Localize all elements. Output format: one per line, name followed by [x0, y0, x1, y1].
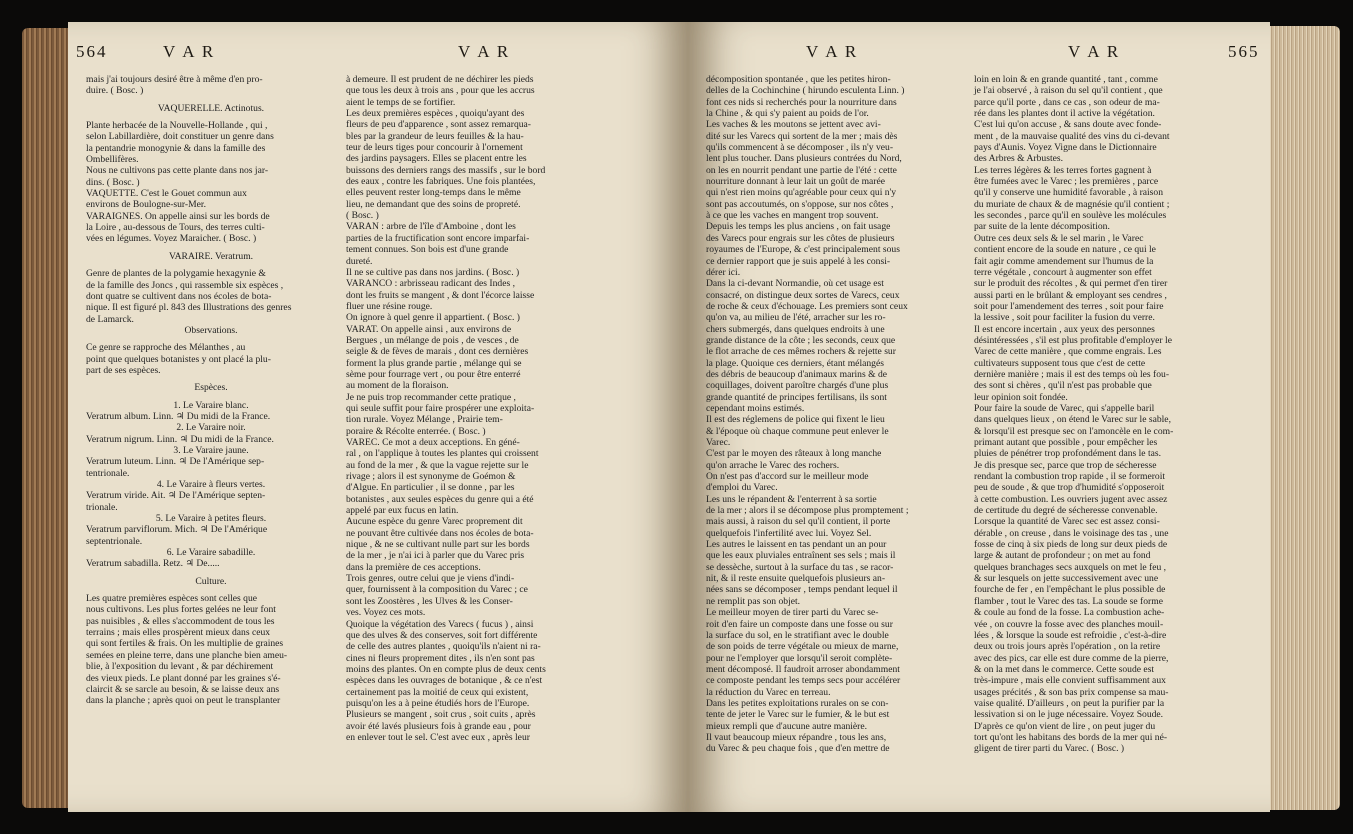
text-line: quelques branchages secs auxquels on met le feu , — [974, 561, 1167, 573]
text-line: 4. Le Varaire à fleurs vertes. — [156, 479, 266, 490]
text-line: Bergues , un mélange de pois , de vesces , de — [346, 334, 519, 346]
text-line: d'emploi du Varec. — [706, 482, 778, 494]
text-line: Il est encore incertain , aux yeux des personnes — [974, 323, 1155, 335]
text-line: soit pour l'amendement des terres , soit pour faire — [974, 300, 1164, 312]
text-line: pour ne l'employer que lorsqu'il seroit complète- — [706, 652, 893, 664]
text-line: dureté. — [346, 255, 373, 267]
text-line: mieux rempli que d'aucune autre manière. — [706, 720, 868, 732]
running-head-right-col1: V A R — [806, 42, 859, 61]
text-line: avoir été lavés plusieurs fois à grande eau , pour — [346, 720, 531, 732]
text-line: terrains ; mais elles prospèrent mieux dans ceux — [86, 627, 271, 639]
text-line: & sur lesquels on jette successivement avec une — [974, 573, 1159, 585]
text-line: ne remplit pas son objet. — [706, 595, 801, 607]
text-line: appelé par eux fucus en latin. — [346, 505, 459, 517]
text-line: pays d'Aunis. Voyez Vigne dans le Dictionnaire — [974, 142, 1157, 154]
text-line: VAREC. Ce mot a deux acceptions. En géné- — [346, 437, 520, 448]
text-line: delles de la Cochinchine ( hirundo esculenta Linn. ) — [706, 85, 905, 97]
text-line: C'est par le moyen des râteaux à long manche — [706, 448, 882, 460]
text-line: nit, & il reste ensuite quelquefois plusieurs an- — [706, 573, 886, 585]
text-line: VARANCO : arbrisseau radicant des Indes , — [346, 278, 516, 290]
text-line: moins des plantes. On en compte plus de deux cents — [346, 663, 546, 675]
text-line: trionale. — [86, 501, 118, 513]
text-line: de certitude du degré de sécheresse convenable. — [974, 505, 1158, 517]
text-line: gligent de tirer parti du Varec. ( Bosc. ) — [974, 743, 1125, 755]
text-line: Il ne se cultive pas dans nos jardins. ( Bosc. ) — [346, 266, 520, 278]
text-line: sur le produit des récoltes , & qui permet d'en tirer — [974, 278, 1168, 290]
text-line: cines ni fleurs proprement dites , ils n'en sont pas — [346, 652, 535, 664]
text-line: par suite de la lente décomposition. — [974, 221, 1110, 233]
text-line: Depuis les temps les plus anciens , on fait usage — [706, 221, 891, 233]
text-line: 1. Le Varaire blanc. — [173, 399, 249, 411]
right-page-edges — [1268, 26, 1340, 810]
text-line: quelquefois l'infertilité avec lui. Voyez Sel. — [706, 527, 872, 539]
text-line: septentrionale. — [86, 535, 143, 547]
text-line: Varec de cette manière , que comme engrais. Les — [974, 346, 1162, 358]
text-line: du Varec & peu chaque fois , que d'en mettre de — [706, 743, 890, 755]
text-line: Quoique la végétation des Varecs ( fucus ) , ainsi — [346, 618, 534, 630]
text-line: des Arbres & Arbustes. — [974, 153, 1063, 165]
text-line: la Chine , & qui s'y paient au poids de l'or. — [706, 108, 869, 120]
text-line: buissons des derniers rangs des massifs , sur le bord — [346, 164, 546, 176]
text-line: nique , & ne se cultivant nulle part sur les bords — [346, 539, 530, 551]
text-line: Lorsque la quantité de Varec sec est assez consi- — [974, 516, 1160, 528]
text-line: chers submergés, dans quelques endroits à une — [706, 323, 885, 335]
text-line: VARAIRE. Veratrum. — [168, 250, 254, 262]
text-line: rée dans les plantes dont il active la végétation. — [974, 108, 1155, 120]
text-line: qui seule suffit pour faire prospérer une exploita- — [346, 402, 535, 414]
text-line: ce composte pendant les temps secs pour accélérer — [706, 675, 901, 687]
text-line: flamber , tout le Varec des tas. La soude se forme — [974, 595, 1163, 607]
running-head-left-col2: V A R — [458, 42, 511, 61]
text-line: en enlever tout le sel. C'est avec eux , après leur — [346, 731, 530, 743]
text-line: qu'on va, au milieu de l'été, arracher sur les ro- — [706, 312, 886, 324]
text-line: C'est lui qu'on accuse , & sans doute avec fonde- — [974, 119, 1162, 131]
text-line: terre végétale , concourt à augmenter son effet — [974, 266, 1152, 278]
running-head-left-col1: V A R — [163, 42, 216, 61]
text-line: ne pouvant être cultivée dans nos écoles de bota- — [346, 527, 534, 539]
text-line: de roche & ceux d'échouage. Les premiers sont ceux — [706, 300, 908, 312]
text-line: rendant la combustion trop rapide , il se formeroit — [974, 471, 1166, 483]
text-line: vées en légumes. Voyez Maraicher. ( Bosc. ) — [86, 233, 257, 245]
text-line: 2. Le Varaire noir. — [176, 422, 246, 434]
text-line: que les eaux pluviales entraînent ses sels ; mais il — [706, 550, 896, 562]
text-line: fait agir comme amendement sur l'humus de la — [974, 255, 1154, 267]
text-line: dans la planche ; après quoi on peut le transplanter — [86, 695, 281, 707]
text-line: Dans la ci-devant Normandie, où cet usage est — [706, 278, 884, 290]
text-line: Veratrum album. Linn. ♃ Du midi de la France. — [86, 410, 271, 422]
text-line: Les vaches & les moutons se jettent avec avi- — [706, 119, 881, 131]
text-line: au moment de la floraison. — [346, 380, 449, 392]
text-line: Je dis presque sec, parce que trop de sécheresse — [974, 459, 1157, 471]
text-line: sont les Zoostères , les Ulves & les Conser- — [346, 595, 513, 607]
text-line: Dans les petites exploitations rurales on se con- — [706, 697, 889, 709]
text-line: lent plus toucher. Dans plusieurs contrées du Nord, — [706, 153, 902, 165]
text-line: dité sur les Varecs qui sortent de la mer ; mais dès — [706, 130, 898, 142]
text-line: la Loire , au-dessous de Tours, des terres culti- — [86, 222, 265, 234]
text-line: On ignore à quel genre il appartient. ( Bosc. ) — [346, 312, 520, 324]
text-line: décomposition spontanée , que les petites hiron- — [706, 74, 891, 85]
text-line: Ombellifères. — [86, 154, 139, 166]
text-line: Veratrum luteum. Linn. ♃ De l'Amérique sep- — [86, 456, 265, 468]
text-line: Outre ces deux sels & le sel marin , le Varec — [974, 232, 1144, 244]
page-number-right: 565 — [1228, 42, 1260, 61]
text-line: Aucune espèce du genre Varec proprement dit — [346, 516, 523, 528]
text-line: nées sans se décomposer , temps pendant lequel il — [706, 584, 898, 596]
text-line: primant autant que possible , pour empêcher les — [974, 437, 1158, 448]
text-line: dérer ici. — [706, 266, 741, 278]
text-line: de celle des autres plantes , quoiqu'ils n'aient ni ra- — [346, 641, 541, 653]
text-line: je l'ai observé , à raison du sel qu'il contient , que — [974, 85, 1163, 97]
text-line: des Varecs pour engrais sur les côtes de plusieurs — [706, 232, 895, 244]
text-line: bles par la grandeur de leurs feuilles & la hau- — [346, 130, 524, 142]
text-line: 6. Le Varaire sabadille. — [166, 547, 256, 559]
text-line: espèces dans les ouvrages de botanique , & ce n'est — [346, 675, 543, 687]
text-line: sème pour fourrage vert , ou pour être enterré — [346, 368, 521, 380]
text-line: de la mer ; alors il se décompose plus promptement ; — [706, 505, 909, 517]
text-line: dans la première de ces acceptions. — [346, 561, 481, 573]
text-line: lessivation si on le juge nécessaire. Voyez Soude. — [974, 709, 1164, 721]
text-line: tion rurale. Voyez Mélange , Prairie tem- — [346, 414, 503, 426]
text-line: fleurs de peu d'apparence , sont assez remarqua- — [346, 119, 531, 131]
text-line: le flot arrache de ces mêmes rochers & rejette sur — [706, 346, 896, 358]
text-line: on les en nourrit pendant une partie de l'été : cette — [706, 164, 897, 176]
text-line: Le meilleur moyen de tirer parti du Varec se- — [706, 607, 879, 619]
text-line: aussi parti en le brûlant & employant ses cendres , — [974, 289, 1167, 301]
text-line: & l'époque où chaque commune peut enlever le — [706, 425, 889, 437]
text-line: des jardins paysagers. Elles se placent entre les — [346, 153, 527, 165]
text-line: royaumes de l'Europe, & c'est principalement sous — [706, 244, 900, 256]
text-line: Les terres légères & les terres fortes gagnent à — [974, 164, 1152, 176]
text-line: Je ne puis trop recommander cette pratique , — [346, 391, 516, 403]
text-line: part de ses espèces. — [86, 364, 161, 376]
text-line: cependant moins estimés. — [706, 402, 805, 414]
text-line: rivage ; alors il est synonyme de Goémon & — [346, 471, 516, 483]
text-line: nourriture donnant à leur lait un goût de marée — [706, 176, 886, 188]
text-line: dernière manière ; mais il est des temps où les fou- — [974, 368, 1170, 380]
right-page — [688, 22, 1270, 812]
text-line: de la famille des Joncs , qui rassemble six espèces , — [86, 279, 284, 291]
text-line: vée , on couvre la fosse avec des planches mouil- — [974, 618, 1164, 630]
text-line: coquillages, doivent paroître chargés d'une plus — [706, 380, 889, 392]
text-line: dans quelques lieux , on étend le Varec sur le sable, — [974, 414, 1171, 426]
text-line: botanistes , aux seules espèces du genre qui a été — [346, 493, 534, 505]
text-line: Espèces. — [194, 382, 228, 394]
text-line: des sont si chères , qu'il n'est pas probable que — [974, 380, 1152, 392]
text-line: du muriate de chaux & de magnésie qu'il contient ; — [974, 198, 1170, 210]
text-line: fosse de cinq à six pieds de long sur deux pieds de — [974, 539, 1168, 551]
text-line: la pentandrie monogynie & dans la famille des — [86, 142, 266, 154]
text-line: qui n'est rien moins qu'agréable pour ceux qui n'y — [706, 187, 897, 199]
text-line: elles peuvent rester long-temps dans le même — [346, 187, 521, 199]
text-line: la surface du sol, en le stratifiant avec le double — [706, 629, 889, 641]
text-line: aient le temps de se fortifier. — [346, 96, 456, 108]
text-line: & lorsqu'il est presque sec on l'amoncèle en le com- — [974, 425, 1174, 437]
text-line: ( Bosc. ) — [346, 210, 379, 222]
text-line: lées , & lorsque la soude est refroidie , c'est-à-dire — [974, 629, 1167, 641]
text-line: Les autres le laissent en tas pendant un an pour — [706, 539, 887, 551]
text-line: consacré, on distingue deux sortes de Varecs, ceux — [706, 289, 900, 301]
text-line: leur opinion soit fondée. — [974, 391, 1068, 403]
text-line: tement connues. Son bois est d'une grande — [346, 244, 509, 256]
text-line: qu'on arrache le Varec des rochers. — [706, 459, 840, 471]
text-line: parties de la fructification sont encore imparfai- — [346, 232, 530, 244]
text-line: poraire & Récolte enterrée. ( Bosc. ) — [346, 425, 486, 437]
text-line: Veratrum parviflorum. Mich. ♃ De l'Amérique — [86, 524, 268, 536]
text-line: Les quatre premières espèces sont celles que — [86, 593, 258, 605]
text-line: pas nuisibles , & elles s'accommodent de tous les — [86, 615, 275, 627]
text-line: environs de Boulogne-sur-Mer. — [86, 199, 206, 211]
text-line: Les deux premières espèces , quoiqu'ayant des — [346, 108, 525, 120]
text-line: Nous ne cultivons pas cette plante dans nos jar- — [86, 165, 269, 177]
text-line: à demeure. Il est prudent de ne déchirer les pieds — [346, 74, 534, 85]
right-page-column-2 — [974, 74, 1224, 755]
text-line: être fumées avec le Varec ; les premières , parce — [974, 176, 1159, 188]
text-line: Il est des réglemens de police qui fixent le lieu — [706, 414, 885, 426]
text-line: mais j'ai toujours desiré être à même d'en pro- — [86, 74, 263, 85]
text-line: grande distance de la côte ; les seconds, ceux que — [706, 334, 896, 346]
text-line: lieu, ne demandant que des soins de propreté. — [346, 198, 521, 210]
text-line: teur de leurs tiges pour concourir à l'ornement — [346, 142, 523, 154]
text-line: désintéressées , s'il est plus profitable d'employer le — [974, 334, 1172, 346]
right-page-column-1 — [706, 74, 956, 755]
text-line: la plage. Quoique ces derniers, étant mélangés — [706, 357, 884, 369]
text-line: d'Algue. En particulier , il se donne , par les — [346, 482, 515, 494]
text-line: point que quelques botanistes y ont placé la plu- — [86, 353, 271, 365]
text-line: Veratrum sabadilla. Retz. ♃ De..... — [86, 558, 220, 570]
text-line: que des ulves & des conserves, soit fort différente — [346, 629, 538, 641]
text-line: VARAT. On appelle ainsi , aux environs de — [346, 323, 512, 335]
text-line: sont pas accoutumés, on s'oppose, sur nos côtes , — [706, 198, 894, 210]
text-line: quer, fournissent à la composition du Varec ; ce — [346, 584, 528, 596]
text-line: de son poids de terre végétale ou mieux de marne, — [706, 641, 899, 653]
text-line: puisqu'on les a à peine étudiés hors de l'Europe. — [346, 697, 530, 709]
text-line: dérable , on creuse , dans le voisinage des tas , une — [974, 527, 1169, 539]
text-line: Trois genres, outre celui que je viens d'indi- — [346, 573, 515, 585]
text-line: qu'il y conserve une humidité favorable , à raison — [974, 187, 1164, 199]
text-line: mais aussi, à raison du sel qu'il contient, il porte — [706, 516, 891, 528]
left-page-edges — [22, 28, 68, 808]
text-line: large & autant de profondeur ; on met au fond — [974, 550, 1151, 562]
text-line: contient encore de la soude en nature , ce qui le — [974, 244, 1156, 256]
text-line: parce qu'il porte , dans ce cas , son odeur de ma- — [974, 96, 1160, 108]
text-line: vaise qualité. D'ailleurs , on peut la purifier par la — [974, 697, 1165, 709]
text-line: tentrionale. — [86, 467, 130, 479]
text-line: à ce que les vaches en mangent trop souvent. — [706, 210, 879, 222]
text-line: Plusieurs se mangent , soit crus , soit cuits , après — [346, 709, 536, 721]
text-line: font ces nids si recherchés pour la nourriture dans — [706, 96, 897, 108]
text-line: VARAN : arbre de l'île d'Amboine , dont les — [346, 221, 516, 233]
text-line: que tous les deux à trois ans , pour que les accrus — [346, 85, 535, 97]
text-line: Il vaut beaucoup mieux répandre , tous les ans, — [706, 731, 887, 743]
text-line: la lessive , soit pour faciliter la fusion du verre. — [974, 312, 1155, 324]
text-line: ral , on l'applique à toutes les plantes qui croissent — [346, 448, 539, 460]
text-line: à cette combustion. Les ouvriers jugent avec assez — [974, 493, 1168, 505]
text-line: VAQUETTE. C'est le Gouet commun aux — [86, 188, 247, 200]
text-line: qu'ils commencent à se décomposer , ils n'y veu- — [706, 142, 894, 154]
text-line: Ce genre se rapproche des Mélanthes , au — [86, 342, 246, 354]
text-line: forment la plus grande partie , mélange qui se — [346, 357, 522, 369]
text-line: loin en loin & en grande quantité , tant , comme — [974, 74, 1158, 85]
text-line: D'après ce qu'on vient de lire , on peut juger du — [974, 720, 1156, 732]
text-line: usages précités , & son bas prix compense sa mau- — [974, 686, 1169, 698]
text-line: tente de jeter le Varec sur le fumier, & le but est — [706, 709, 890, 721]
text-line: pluies de pénétrer trop profondément dans le tas. — [974, 448, 1162, 460]
text-line: très-impure , mais elle convient suffisamment aux — [974, 675, 1166, 687]
text-line: VAQUERELLE. Actinotus. — [157, 102, 265, 114]
text-line: avec des pics, car elle est dure comme de la pierre, — [974, 652, 1169, 664]
text-line: Pour faire la soude de Varec, qui s'appelle baril — [974, 402, 1155, 414]
text-line: ment décomposé. Il faudroit arroser abondamment — [706, 663, 900, 675]
text-line: ment , de la mauvaise qualité des vins du ci-devant — [974, 130, 1170, 142]
text-line: se dessèche, surtout à la surface du tas , se racor- — [706, 561, 894, 573]
text-line: des débris de beaucoup d'animaux marins & de — [706, 368, 888, 380]
text-line: Veratrum nigrum. Linn. ♃ Du midi de la France. — [86, 433, 274, 445]
running-head-right-col2: V A R — [1068, 42, 1121, 61]
text-line: Genre de plantes de la polygamie hexagynie & — [86, 268, 266, 280]
text-line: duire. ( Bosc. ) — [86, 85, 144, 97]
text-line: Plante herbacée de la Nouvelle-Hollande , qui , — [86, 120, 268, 132]
text-line: cultivateurs supposent tous que c'est de cette — [974, 357, 1146, 369]
left-page-column-1 — [86, 74, 336, 707]
text-line: claircit & se sarcle au besoin, & se laisse deux ans — [86, 683, 280, 695]
text-line: dins. ( Bosc. ) — [86, 176, 140, 188]
text-line: Varec. — [706, 437, 731, 448]
text-line: On n'est pas d'accord sur le meilleur mode — [706, 471, 869, 483]
text-line: blie, à l'exposition du levant , & par déchirement — [86, 661, 274, 673]
text-line: des vieux pieds. Le plant donné par les graines s'é- — [86, 672, 281, 684]
text-line: les secondes , parce qu'il en soulève les molécules — [974, 210, 1167, 222]
text-line: de Lamarck. — [86, 313, 134, 325]
text-line: Observations. — [184, 324, 238, 336]
left-page — [68, 22, 688, 812]
text-line: deux ou trois jours après l'opération , on la retire — [974, 641, 1161, 653]
text-line: qui sont fertiles & frais. On les multiplie de graines — [86, 638, 284, 650]
left-page-column-2 — [346, 74, 596, 743]
text-line: fourche de fer , en l'empêchant le plus possible de — [974, 584, 1166, 596]
text-line: semées en pleine terre, dans une planche bien ameu- — [86, 649, 288, 661]
text-line: 5. Le Varaire à petites fleurs. — [155, 513, 267, 525]
text-line: fluer une résine rouge. — [346, 300, 433, 312]
text-line: ce dernier rapport que je suis appelé à les consi- — [706, 255, 891, 267]
text-line: roit d'en faire un composte dans une fosse ou sur — [706, 618, 893, 630]
text-line: ves. Voyez ces mots. — [346, 607, 426, 619]
page-number-left: 564 — [76, 42, 108, 61]
text-line: la réduction du Varec en terreau. — [706, 686, 831, 698]
text-line: nous cultivons. Les plus fortes gelées ne leur font — [86, 604, 276, 616]
text-line: dont les fruits se mangent , & dont l'écorce laisse — [346, 289, 535, 301]
text-line: VARAIGNES. On appelle ainsi sur les bords de — [86, 210, 270, 222]
text-line: Les uns le répandent & l'enterrent à sa sortie — [706, 493, 877, 505]
text-line: dont quatre se cultivent dans nos écoles de bota- — [86, 290, 272, 302]
text-line: au fond de la mer , & que la vague rejette sur le — [346, 459, 529, 471]
text-line: grande quantité de principes fertilisans, ils sont — [706, 391, 887, 403]
text-line: de la mer , je n'ai ici à parler que du Varec pris — [346, 550, 525, 562]
text-line: certainement pas la moitié de ceux qui existent, — [346, 686, 529, 698]
text-line: nique. Il est figuré pl. 843 des Illustrations des genres — [86, 302, 292, 314]
text-line: & on la met dans le commerce. Cette soude est — [974, 663, 1155, 675]
text-line: seigle & de fèves de marais , dont ces dernières — [346, 346, 529, 358]
text-line: tort qu'ont les habitans des bords de la mer qui né- — [974, 731, 1168, 743]
text-line: selon Labillardière, doit constituer un genre dans — [86, 131, 274, 143]
text-line: peu de soude , & que trop d'humidité s'opposeroit — [974, 482, 1165, 494]
text-line: & coule au fond de la fosse. La combustion ache- — [974, 607, 1165, 619]
text-line: des eaux , contre les fabriques. Une fois plantées, — [346, 176, 536, 188]
text-line: Veratrum viride. Ait. ♃ De l'Amérique septen- — [86, 490, 266, 502]
text-line: 3. Le Varaire jaune. — [173, 444, 249, 456]
text-line: Culture. — [195, 575, 227, 587]
